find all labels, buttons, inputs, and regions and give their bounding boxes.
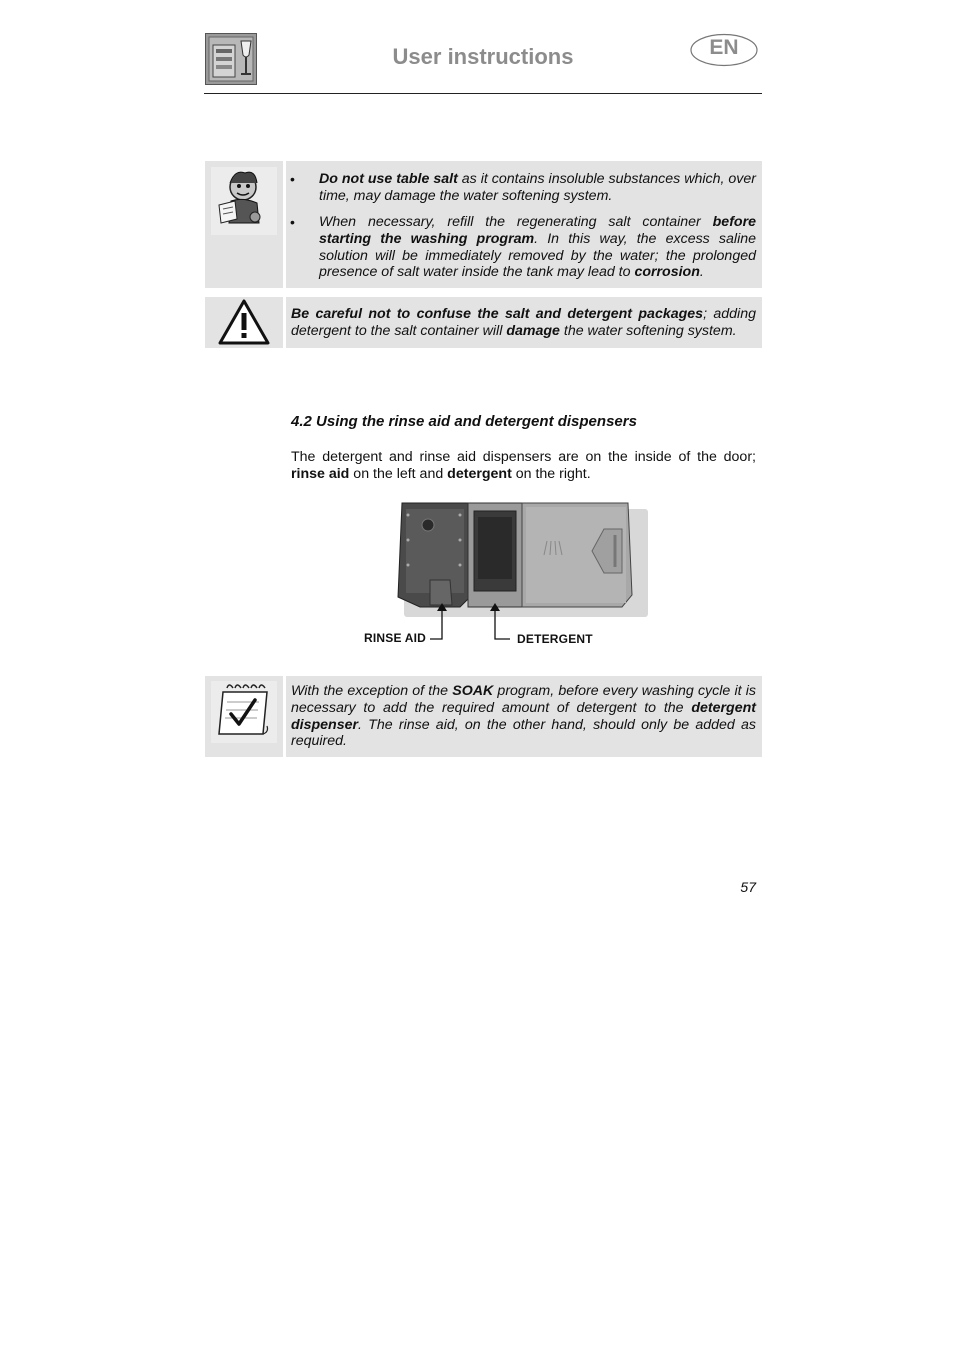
body-text: . The rinse aid, on the other hand, should only be added as required. (291, 716, 756, 750)
dishwasher-logo-icon (205, 33, 257, 85)
bold-text: rinse aid (291, 465, 350, 482)
page-number: 57 (740, 879, 756, 895)
bold-text: Do not use table salt (319, 171, 458, 187)
warning-icon-cell (205, 297, 283, 348)
detergent-label: DETERGENT (517, 632, 593, 646)
intro-paragraph (291, 449, 756, 483)
cartoon-character-icon (205, 161, 283, 288)
body-text: . (699, 264, 704, 281)
salt-warning-note (286, 161, 762, 288)
language-code: EN (709, 36, 739, 59)
bold-text: corrosion (634, 264, 700, 281)
body-text: program, before every washing cycle it is necessary to add the required amount of detergent to the (291, 683, 756, 716)
body-text: the water softening system. (559, 322, 737, 339)
rinse-aid-label: RINSE AID (364, 631, 427, 645)
body-text: The detergent and rinse aid dispensers are on the inside of the door; (291, 449, 756, 465)
tip-icon-cell (205, 676, 283, 757)
note-icon-cell (205, 161, 283, 288)
detergent-warning-note (286, 297, 762, 348)
header-title: User instructions (392, 44, 574, 69)
bullet-icon: • (290, 214, 295, 230)
header-divider (204, 93, 762, 94)
body-text: on the right. (511, 465, 591, 482)
bullet-icon: • (290, 171, 295, 187)
bold-text: damage (506, 322, 560, 339)
bold-text: SOAK (452, 683, 494, 699)
body-text: With the exception of the (291, 683, 453, 699)
body-text: on the left and (349, 465, 448, 482)
body-text: ; adding detergent to the salt container will (291, 306, 756, 339)
section-heading: 4.2 Using the rinse aid and detergent dispensers (291, 413, 637, 430)
language-badge (690, 33, 758, 67)
notepad-check-icon (205, 676, 283, 757)
bold-text: detergent dispenser (291, 699, 756, 733)
bold-text: before starting the washing program (319, 214, 756, 247)
body-text: When necessary, refill the regenerating salt container (319, 214, 713, 230)
bold-text: Be careful not to confuse the salt and detergent packages (291, 306, 704, 322)
body-text: as it contains insoluble substances which, over time, may damage the water softening system. (319, 171, 756, 204)
warning-triangle-icon (205, 297, 283, 348)
detergent-tip-note (286, 676, 762, 757)
bold-text: detergent (447, 465, 512, 482)
body-text: . In this way, the excess saline solution will be immediately removed by the water; the prolonged presence of salt water inside the tank may lead to (319, 230, 756, 281)
